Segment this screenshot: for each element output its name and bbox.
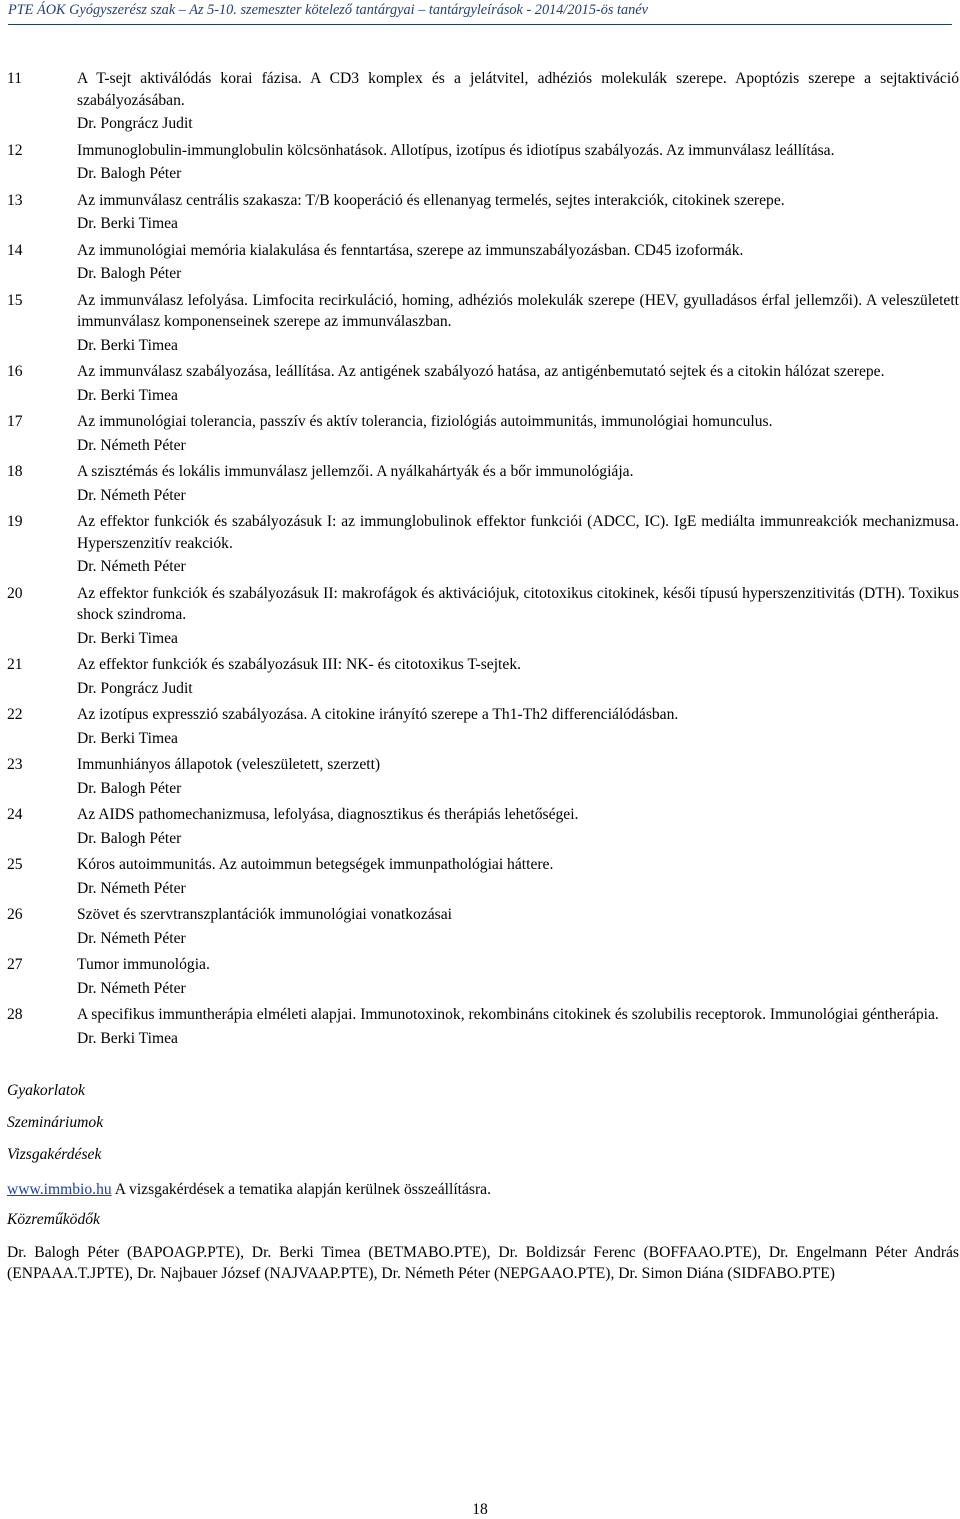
lecture-row — [7, 804, 959, 849]
lecture-number: 14 — [7, 241, 23, 259]
lecturer-name: Dr. Berki Timea — [77, 629, 178, 647]
lecture-row — [7, 511, 959, 578]
lecture-number: 18 — [7, 463, 23, 480]
lecture-number: 16 — [7, 363, 23, 380]
lecturer-name: Dr. Berki Timea — [77, 386, 178, 404]
lecture-topic: Az effektor funkciók és szabályozásuk III: NK- és citotoxikus T-sejtek. — [77, 656, 522, 673]
lecturer-name: Dr. Németh Péter — [77, 558, 186, 575]
lecture-row — [7, 140, 959, 185]
lecture-row — [7, 704, 959, 749]
page-number: 18 — [472, 1501, 488, 1518]
lecture-number: 17 — [7, 413, 23, 430]
lecture-topic: Az AIDS pathomechanizmusa, lefolyása, diagnosztikus és therápiás lehetőségei. — [77, 806, 579, 823]
lecturer-name: Dr. Pongrácz Judit — [77, 679, 193, 697]
lecture-topic: Kóros autoimmunitás. Az autoimmun betegségek immunpathológiai háttere. — [77, 856, 554, 873]
lecturer-name: Dr. Balogh Péter — [77, 265, 182, 282]
lecture-topic: Az immunválasz szabályozása, leállítása. Az antigének szabályozó hatása, az antigénbemutató sejtek és a citokin hálózat szerepe. — [77, 363, 885, 380]
lecture-number: 22 — [7, 706, 23, 723]
lecture-row — [7, 411, 959, 456]
lecture-row — [7, 854, 959, 899]
lecture-row — [7, 654, 959, 699]
exam-note — [7, 1180, 491, 1200]
lecturer-name: Dr. Pongrácz Judit — [77, 115, 193, 132]
lecture-topic: Tumor immunológia. — [77, 956, 210, 973]
lecture-row — [7, 461, 959, 506]
lecture-number: 27 — [7, 956, 23, 973]
lecture-number: 19 — [7, 513, 23, 530]
lecture-topic: Az immunológiai tolerancia, passzív és aktív tolerancia, fiziológiás autoimmunitás, immunológiai homunculus. — [77, 413, 773, 430]
lecture-topic: Az immunválasz centrális szakasza: T/B kooperáció és ellenanyag termelés, sejtes interakciók, citokinek szerepe. — [77, 191, 785, 209]
lecture-number: 25 — [7, 856, 23, 873]
immbio-link[interactable]: www.immbio.hu — [7, 1181, 112, 1198]
lecture-number: 28 — [7, 1006, 23, 1023]
exam-note-text: A vizsgakérdések a tematika alapján kerülnek összeállításra. — [111, 1181, 491, 1198]
lecture-topic: Immunoglobulin-immunglobulin kölcsönhatások. Allotípus, izotípus és idiotípus szabályozás. Az immunválasz leállítása. — [77, 141, 835, 159]
lecture-row — [7, 240, 959, 285]
lecture-number: 20 — [7, 584, 23, 602]
lecture-row — [7, 754, 959, 799]
lecture-number: 12 — [7, 141, 23, 159]
section-title-seminars: Szemináriumok — [7, 1114, 104, 1131]
lecturer-name: Dr. Berki Timea — [77, 1029, 178, 1047]
lecture-topic: A T-sejt aktiválódás korai fázisa. A CD3 komplex és a jelátvitel, adhéziós molekulák szerepe. Apoptózis szerepe a sejtaktiváció szabályozásában. — [77, 70, 959, 109]
lecture-row — [7, 290, 959, 357]
section-title-contributors: Közreműködők — [7, 1211, 100, 1228]
lecture-number: 23 — [7, 756, 23, 773]
lecturer-name: Dr. Balogh Péter — [77, 165, 182, 182]
lecturer-name: Dr. Németh Péter — [77, 436, 186, 454]
lecture-number: 24 — [7, 806, 23, 823]
lecture-number: 26 — [7, 906, 23, 923]
lecturer-name: Dr. Németh Péter — [77, 879, 186, 897]
lecture-topic: Az izotípus expresszió szabályozása. A citokine irányító szerepe a Th1-Th2 differenciálódásban. — [77, 706, 679, 723]
lecture-row — [7, 68, 959, 135]
page-header: PTE ÁOK Gyógyszerész szak – Az 5-10. szemeszter kötelező tantárgyai – tantárgyleírások - 2014/2015-ös tanév — [8, 0, 952, 25]
lecture-row — [7, 1004, 959, 1049]
lecture-topic: A specifikus immuntherápia elméleti alapjai. Immunotoxinok, rekombináns citokinek és szolubilis receptorok. Immunológiai géntherápia. — [77, 1006, 939, 1023]
lecture-list — [7, 68, 959, 1049]
lecture-row — [7, 190, 959, 235]
lecture-row — [7, 954, 959, 999]
lecturer-name: Dr. Berki Timea — [77, 336, 178, 354]
lecturer-name: Dr. Balogh Péter — [77, 779, 182, 797]
lecturer-name: Dr. Németh Péter — [77, 929, 186, 947]
lecturer-name: Dr. Németh Péter — [77, 486, 186, 504]
lecture-number: 21 — [7, 656, 23, 673]
lecturer-name: Dr. Berki Timea — [77, 729, 178, 747]
lecture-row — [7, 361, 959, 406]
lecture-topic: Szövet és szervtranszplantációk immunológiai vonatkozásai — [77, 906, 453, 923]
lecture-topic: Immunhiányos állapotok (veleszületett, szerzett) — [77, 756, 381, 773]
contributors-list: Dr. Balogh Péter (BAPOAGP.PTE), Dr. Berki Timea (BETMABO.PTE), Dr. Boldizsár Ferenc (BOFFAAO.PTE), Dr. Engelmann Péter András (ENPAAA.T.JPTE), Dr. Najbauer József (NAJVAAP.PTE), Dr. Németh Péter (NEPGAAO.PTE), Dr. Simon Diána (SIDFABO.PTE) — [7, 1244, 959, 1282]
lecture-row — [7, 583, 959, 650]
lecturer-name: Dr. Berki Timea — [77, 215, 178, 232]
lecture-topic: Az effektor funkciók és szabályozásuk I: az immunglobulinok effektor funkciói (ADCC, IC). IgE mediálta immunreakciók mechanizmusa. Hyperszenzitív reakciók. — [77, 513, 959, 552]
lecture-number: 11 — [7, 70, 23, 87]
lecture-topic: A szisztémás és lokális immunválasz jellemzői. A nyálkahártyák és a bőr immunológiája. — [77, 463, 634, 480]
lecture-topic: Az immunválasz lefolyása. Limfocita recirkuláció, homing, adhéziós molekulák szerepe (HEV, gyulladásos érfal jellemzői). A veleszületett immunválasz komponenseinek szerepe az immunválaszban. — [77, 291, 959, 330]
lecturer-name: Dr. Németh Péter — [77, 979, 186, 997]
section-title-practicals: Gyakorlatok — [7, 1082, 85, 1099]
section-title-exam-questions: Vizsgakérdések — [7, 1146, 102, 1163]
lecture-row — [7, 904, 959, 949]
lecture-number: 13 — [7, 191, 23, 209]
lecture-number: 15 — [7, 291, 23, 309]
lecture-topic: Az effektor funkciók és szabályozásuk II: makrofágok és aktivációjuk, citotoxikus citokinek, késői típusú hyperszenzitivitás (DTH). Toxikus shock szindroma. — [77, 584, 959, 623]
lecturer-name: Dr. Balogh Péter — [77, 829, 182, 847]
lecture-topic: Az immunológiai memória kialakulása és fenntartása, szerepe az immunszabályozásban. CD45 izoformák. — [77, 241, 744, 259]
